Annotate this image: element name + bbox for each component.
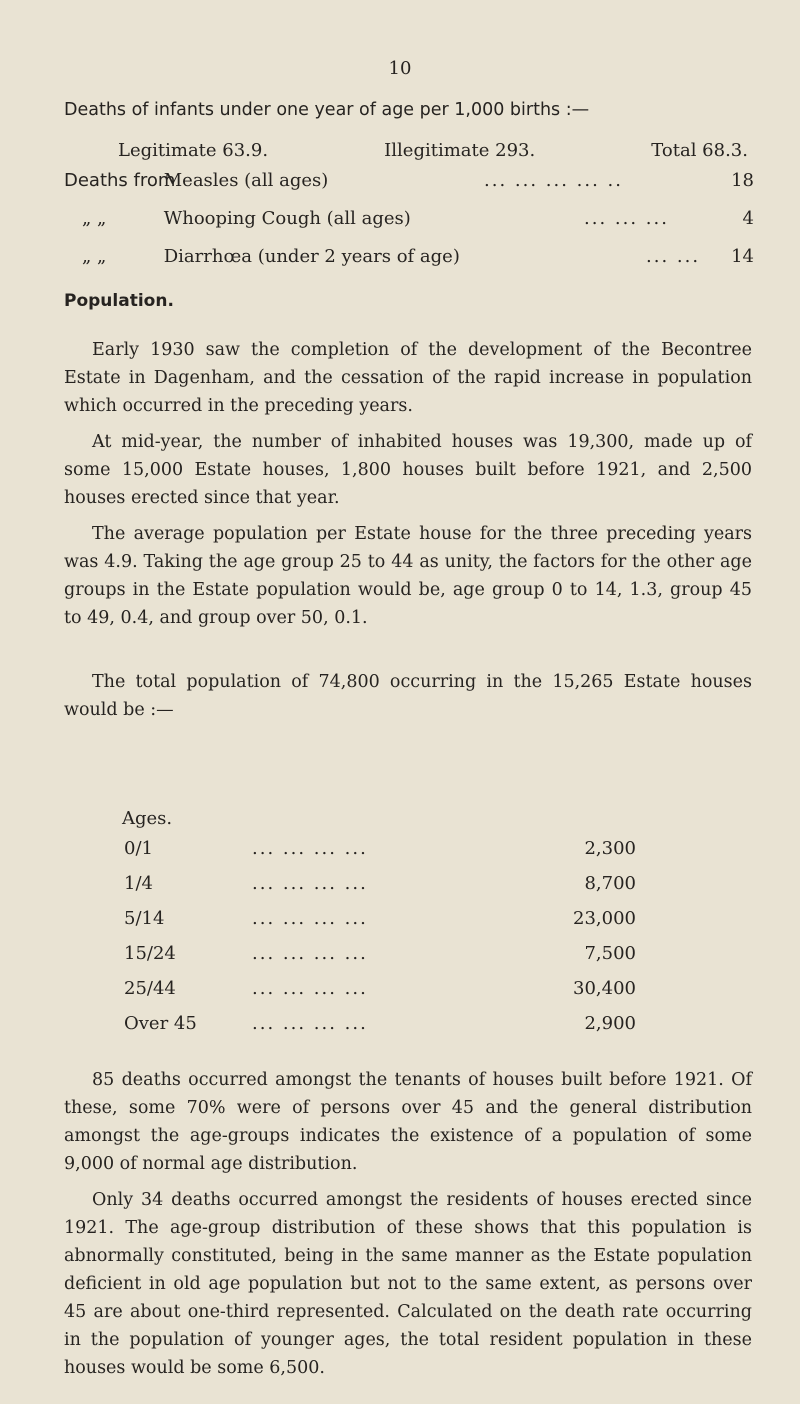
leader-dots: ... ... ... ...	[252, 838, 368, 859]
age-label: 15/24	[124, 943, 176, 964]
legitimate-rate: Legitimate 63.9.	[118, 140, 269, 161]
age-row	[124, 873, 636, 903]
age-value: 2,900	[584, 1013, 636, 1034]
age-value: 23,000	[573, 908, 636, 929]
age-value: 2,300	[584, 838, 636, 859]
infant-deaths-heading: Deaths of infants under one year of age per 1,000 births :—	[64, 100, 590, 120]
leader-dots: ... ... ... ...	[252, 1013, 368, 1034]
leader-dots: ... ... ... ...	[252, 943, 368, 964]
age-value: 7,500	[584, 943, 636, 964]
leader-dots: ... ... ...	[584, 208, 669, 229]
age-value: 30,400	[573, 978, 636, 999]
age-row	[124, 943, 636, 973]
population-heading: Population.	[64, 291, 174, 311]
illegitimate-rate: Illegitimate 293.	[384, 140, 536, 161]
paragraph-total-population: The total population of 74,800 occurring in the 15,265 Estate houses would be :—	[64, 672, 752, 720]
infant-death-rates	[118, 140, 748, 161]
paragraph-average-population: The average population per Estate house for the three preceding years was 4.9. Taking the age group 25 to 44 as unity, the factors for the other age groups in the Estate population would be, age group 0 to 14, 1.3, group 45 to 49, 0.4, and group over 50, 0.1.	[64, 524, 752, 628]
leader-dots: ... ... ... ...	[252, 873, 368, 894]
ditto-marks: „ „	[82, 246, 107, 267]
leader-dots: ... ... ... ...	[252, 978, 368, 999]
age-table-header: Ages.	[122, 808, 173, 829]
page-number: 10	[388, 58, 412, 79]
leader-dots: ... ... ... ...	[252, 908, 368, 929]
row-prefix: Deaths from	[64, 170, 176, 191]
age-label: 5/14	[124, 908, 165, 929]
age-label: 25/44	[124, 978, 176, 999]
whooping-cough-deaths-row	[64, 208, 754, 238]
ditto-marks: „ „	[82, 208, 107, 229]
diarrhoea-deaths-row	[64, 246, 754, 276]
leader-dots: ... ...	[646, 246, 701, 267]
row-value: 18	[731, 170, 754, 191]
age-label: 1/4	[124, 873, 153, 894]
row-label: Whooping Cough (all ages)	[163, 208, 411, 229]
age-row	[124, 1013, 636, 1043]
age-label: 0/1	[124, 838, 153, 859]
paragraph-estate-completion: Early 1930 saw the completion of the development of the Becontree Estate in Dagenham, and the cessation of the rapid increase in population which occurred in the preceding years.	[64, 340, 752, 416]
measles-deaths-row	[64, 170, 754, 200]
paragraph-post-1921-deaths: Only 34 deaths occurred amongst the residents of houses erected since 1921. The age-group distribution of these shows that this population is abnormally constituted, being in the same manner as the Estate population deficient in old age population but not to the same extent, as persons over 45 are about one-third represented. Calculated on the death rate occurring in the population of younger ages, the total resident population in these houses would be some 6,500.	[64, 1190, 752, 1378]
leader-dots: ... ... ... ... ..	[484, 170, 623, 191]
age-row	[124, 978, 636, 1008]
row-value: 4	[742, 208, 754, 229]
paragraph-inhabited-houses: At mid-year, the number of inhabited houses was 19,300, made up of some 15,000 Estate houses, 1,800 houses built before 1921, and 2,500 houses erected since that year.	[64, 432, 752, 508]
row-value: 14	[731, 246, 754, 267]
row-label: Diarrhœa (under 2 years of age)	[163, 246, 460, 267]
row-label: Measles (all ages)	[163, 170, 329, 191]
age-label: Over 45	[124, 1013, 197, 1034]
age-value: 8,700	[584, 873, 636, 894]
age-row	[124, 838, 636, 868]
paragraph-pre-1921-deaths: 85 deaths occurred amongst the tenants of houses built before 1921. Of these, some 70% were of persons over 45 and the general distribution amongst the age-groups indicates the existence of a population of some 9,000 of normal age distribution.	[64, 1070, 752, 1174]
age-row	[124, 908, 636, 938]
total-rate: Total 68.3.	[651, 140, 748, 161]
